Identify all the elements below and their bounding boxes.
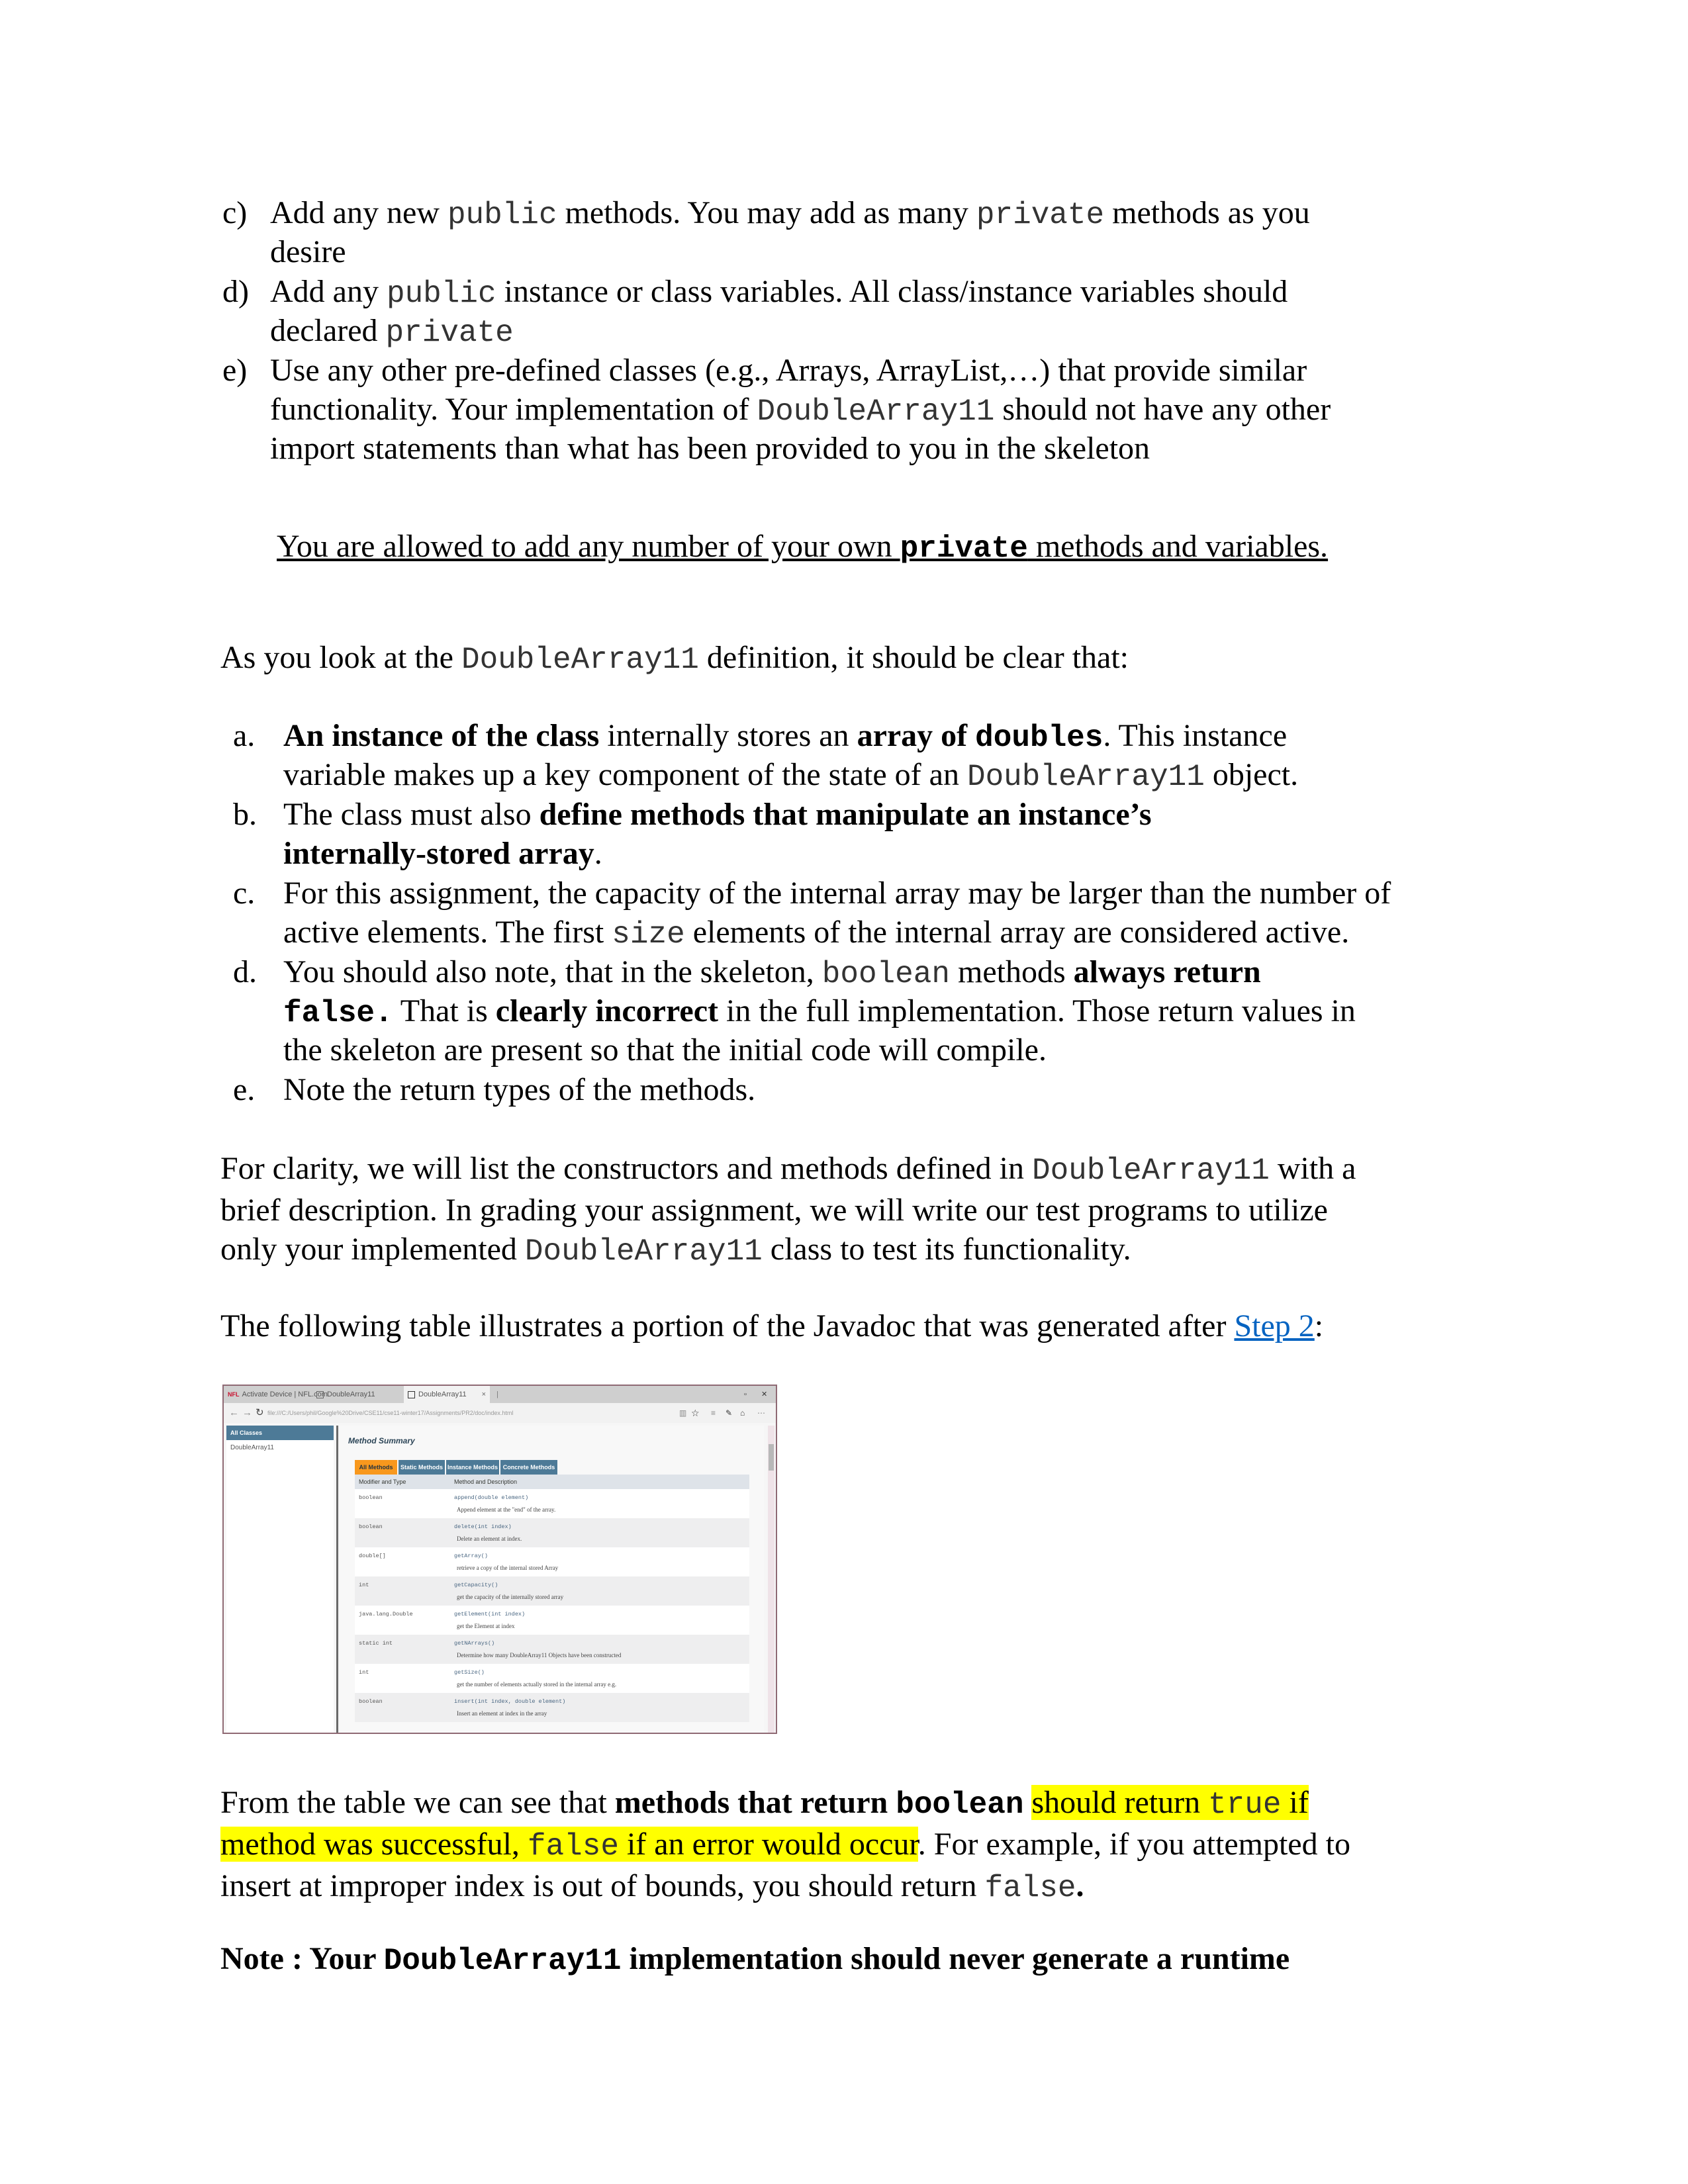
- list-marker: e.: [233, 1072, 256, 1107]
- browser-tab-bar: [224, 1386, 776, 1403]
- code-classname: DoubleArray11: [461, 643, 699, 677]
- code-private: private: [385, 316, 514, 350]
- hub-icon[interactable]: ≡: [711, 1408, 716, 1418]
- code-false: false.: [283, 996, 393, 1030]
- list-marker: c): [222, 195, 248, 230]
- list-marker: d.: [233, 954, 257, 989]
- code-false: false: [984, 1871, 1076, 1905]
- browser-tab-nfl[interactable]: NFL Activate Device | NFL.com: [228, 1390, 328, 1398]
- code-doubles: doubles: [975, 721, 1103, 755]
- address-bar-row: [224, 1403, 776, 1423]
- new-tab-button[interactable]: |: [496, 1390, 498, 1398]
- refresh-icon[interactable]: ↻: [256, 1407, 264, 1418]
- nfl-icon: NFL: [228, 1391, 240, 1398]
- table-row: boolean delete(int index) Delete an element at index.: [355, 1518, 749, 1547]
- web-note-icon[interactable]: ✎: [726, 1408, 733, 1418]
- code-private: private: [900, 531, 1028, 566]
- tab-static-methods[interactable]: Static Methods: [399, 1460, 445, 1475]
- list-marker: d): [222, 274, 249, 309]
- method-summary-title: Method Summary: [348, 1436, 415, 1445]
- tab-concrete-methods[interactable]: Concrete Methods: [500, 1460, 557, 1475]
- code-classname: DoubleArray11: [757, 394, 995, 429]
- all-classes-frame: [226, 1426, 334, 1733]
- note-line: Note : Your DoubleArray11 implementation should never generate a runtime: [220, 1941, 1290, 1978]
- table-row: static int getNArrays() Determine how many DoubleArray11 Objects have been constructed: [355, 1635, 749, 1664]
- browser-tab-doublearray-active[interactable]: DoubleArray11 ×: [404, 1386, 490, 1403]
- method-link[interactable]: getSize(): [454, 1669, 485, 1676]
- restore-icon[interactable]: ▫: [744, 1390, 747, 1398]
- code-public: public: [447, 198, 557, 232]
- code-boolean: boolean: [821, 957, 950, 991]
- scrollbar-thumb[interactable]: [769, 1444, 774, 1471]
- table-row: boolean append(double element) Append element at the "end" of the array.: [355, 1489, 749, 1518]
- code-classname: DoubleArray11: [524, 1234, 763, 1269]
- list-marker: c.: [233, 876, 256, 911]
- method-link[interactable]: getNArrays(): [454, 1640, 495, 1647]
- highlighted-text: should return true if: [1031, 1785, 1309, 1822]
- tab-instance-methods[interactable]: Instance Methods: [446, 1460, 499, 1475]
- list-marker: e): [222, 353, 248, 388]
- table-row: int getSize() get the number of elements actually stored in the internal array e.g.: [355, 1664, 749, 1693]
- more-icon[interactable]: ⋯: [757, 1408, 765, 1418]
- back-icon[interactable]: ←: [229, 1407, 239, 1418]
- favorite-star-icon[interactable]: ☆: [691, 1408, 700, 1418]
- reading-view-icon[interactable]: ▥: [679, 1408, 687, 1418]
- table-intro: The following table illustrates a portion of the Javadoc that was generated after Step 2:: [220, 1308, 1324, 1343]
- page-icon: [408, 1391, 415, 1398]
- page-icon: [316, 1391, 324, 1398]
- method-link[interactable]: append(double element): [454, 1494, 529, 1501]
- list-marker: b.: [233, 797, 257, 832]
- table-row: double[] getArray() retrieve a copy of the internal stored Array: [355, 1547, 749, 1576]
- code-classname: DoubleArray11: [383, 1944, 622, 1978]
- from-table-paragraph: From the table we can see that methods that return boolean should return true if method was successful, false if an error would occur. For example, if you attempted to insert at improper index is out of bounds, you should return false.: [220, 1785, 1350, 1905]
- frame-divider[interactable]: [336, 1426, 338, 1733]
- code-classname: DoubleArray11: [1031, 1154, 1270, 1188]
- javadoc-screenshot: [222, 1385, 777, 1734]
- code-boolean: boolean: [896, 1788, 1024, 1822]
- list-item-c-lower: c. For this assignment, the capacity of the internal array may be larger than the number of active elements. The first size elements of the internal array are considered active.: [233, 874, 1444, 952]
- share-icon[interactable]: ⌂: [740, 1408, 745, 1418]
- list-item-d-lower: d. You should also note, that in the skeleton, boolean methods always return false. That is clearly incorrect in the full implementation. Those return values in the skeleton are present so that the initial code will compile.: [233, 952, 1444, 1069]
- list-item-d: d) Add any public instance or class variables. All class/instance variables should declared private: [222, 272, 1440, 350]
- table-row: boolean insert(int index, double element) Insert an element at index in the array: [355, 1693, 749, 1722]
- highlighted-text: method was successful, false if an error would occur: [220, 1827, 918, 1864]
- list-item-b: b. The class must also define methods that manipulate an instance’s internally-stored array.: [233, 795, 1444, 873]
- method-link[interactable]: delete(int index): [454, 1524, 512, 1530]
- vertical-scrollbar[interactable]: [768, 1426, 774, 1733]
- code-private: private: [976, 198, 1105, 232]
- method-link[interactable]: insert(int index, double element): [454, 1698, 566, 1705]
- tab-all-methods[interactable]: All Methods: [355, 1460, 397, 1475]
- list-marker: a.: [233, 718, 256, 753]
- clarity-paragraph: For clarity, we will list the constructors and methods defined in DoubleArray11 with a brief description. In grading your assignment, we will write our test programs to utilize only your implemented DoubleArray11 class to test its functionality.: [220, 1151, 1356, 1269]
- method-summary-table: [355, 1475, 749, 1722]
- table-row: java.lang.Double getElement(int index) get the Element at index: [355, 1606, 749, 1635]
- step-2-link[interactable]: Step 2: [1234, 1308, 1315, 1343]
- intro-paragraph: As you look at the DoubleArray11 definition, it should be clear that:: [220, 640, 1129, 677]
- list-item-e-lower: e. Note the return types of the methods.: [233, 1070, 1444, 1109]
- address-input[interactable]: file:///C:/Users/phil/Google%20Drive/CSE11/cse11-winter17/Assignments/PR2/doc/index.html: [267, 1410, 514, 1416]
- list-item-e: e) Use any other pre-defined classes (e.g., Arrays, ArrayList,…) that provide similar functionality. Your implementation of DoubleArray11 should not have any other import statements than what has been provided to you in the skeleton: [222, 351, 1440, 468]
- class-link-doublearray11[interactable]: DoubleArray11: [230, 1444, 274, 1451]
- table-row: int getCapacity() get the capacity of the internally stored array: [355, 1576, 749, 1606]
- list-item-a: a. An instance of the class internally stores an array of doubles. This instance variable makes up a key component of the state of an DoubleArray11 object.: [233, 716, 1444, 794]
- method-link[interactable]: getElement(int index): [454, 1611, 526, 1617]
- close-tab-icon[interactable]: ×: [481, 1390, 486, 1398]
- window-close-icon[interactable]: ✕: [761, 1390, 768, 1398]
- all-classes-header: All Classes: [226, 1426, 334, 1440]
- code-public: public: [386, 277, 496, 311]
- code-classname: DoubleArray11: [966, 760, 1205, 794]
- forward-icon[interactable]: →: [242, 1407, 252, 1418]
- table-header: Modifier and Type Method and Description: [355, 1475, 749, 1489]
- browser-tab-doublearray-1[interactable]: DoubleArray11: [316, 1386, 416, 1403]
- list-item-c: c) Add any new public methods. You may add as many private methods as you desire: [222, 193, 1440, 271]
- javadoc-content: [340, 1426, 764, 1733]
- method-link[interactable]: getArray(): [454, 1553, 489, 1559]
- private-notice: You are allowed to add any number of your own private methods and variables.: [277, 529, 1329, 566]
- method-link[interactable]: getCapacity(): [454, 1582, 498, 1588]
- code-size: size: [612, 917, 685, 952]
